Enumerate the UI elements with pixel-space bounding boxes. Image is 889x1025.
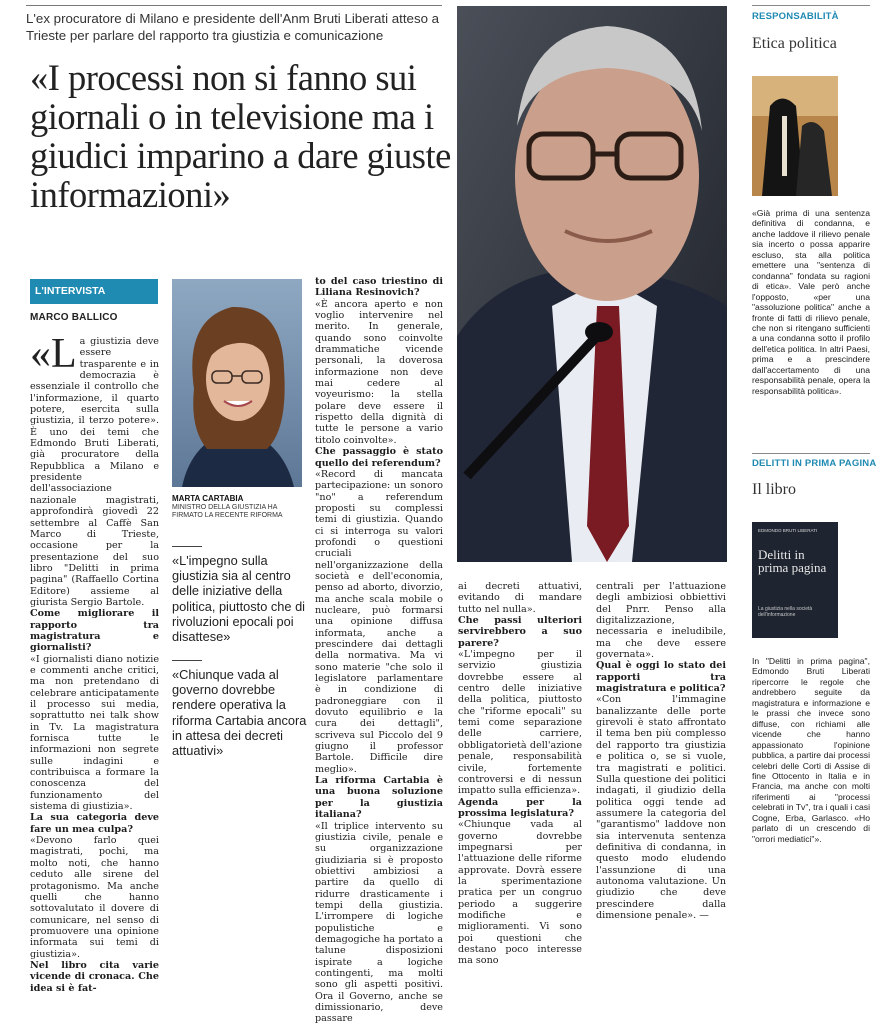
sidebar-text-etica: [752, 208, 870, 396]
question: Agenda per la prossima legislatura?: [458, 796, 582, 819]
article-column-2: [315, 276, 443, 1025]
answer: «È ancora aperto e non voglio intervenire nel merito. In generale, quando sono coinvolte drammatiche vicende personali, la doverosa informazione non deve mai cedere al voyeurismo: la stella polare deve essere il rispetto della dignità di tutte le persone a vario titolo coinvolte».: [315, 298, 443, 446]
pull-quote-dash: [172, 546, 202, 547]
pull-quote-text: «L'impegno sulla giustizia sia al centro delle iniziative della politica, piuttosto che di rivoluzioni epocali poi disattese»: [172, 553, 306, 645]
question: Qual è oggi lo stato dei rapporti tra magistratura e politica?: [596, 660, 726, 695]
answer: centrali per l'attuazione degli ambiziosi obbiettivi del Pnrr. Penso alla digitalizzazione, necessaria e ineludibile, ma che deve essere governata».: [596, 581, 726, 661]
question: Che passi ulteriori servirebbero a suo parere?: [458, 615, 582, 649]
book-cover: [752, 522, 838, 638]
answer: «Record di mancata partecipazione: un sonoro "no" a referendum proposti su complessi temi di giustizia. Quando ci si interroga su valori profondi o questioni cruciali nell'organizzazione della società e dell'economia, penso ad aborto, divorzio, ma anche scala mobile o nucleare, può formarsi una opinione diffusa informata, anche a prescindere dai dettagli della normativa. Ma vi sono materie "che solo il legislatore parlamentare è in condizione di padroneggiare con il dovuto equilibrio e la cura dei dettagli", scriveva sul Piccolo del 9 giugno il professor Bartole. Difficile dire meglio».: [315, 468, 443, 775]
answer: «Il triplice intervento su giustizia civile, penale e su organizzazione giudiziaria si è proposto obiettivi ambiziosi a partire da quello di ridurre drasticamente i tempi della giustizia. L'irrompere di logiche populistiche e demagogiche ha portato a talune disposizioni ispirate a logiche contingenti, ma molti sono gli aspetti positivi. Ora il Governo, anche se dimissionario, deve passare: [315, 820, 443, 1025]
headline: «I processi non si fanno sui giornali o in televisione ma i giudici imparino a dare giuste informazioni»: [30, 57, 451, 215]
drop-cap: «L: [30, 331, 77, 377]
sidebar-tag-responsabilita: RESPONSABILITÀ: [752, 11, 839, 22]
sidebar-text-libro: [752, 656, 870, 844]
sidebar-photo-image: [752, 76, 838, 196]
answer: ai decreti attuativi, evitando di mandare tutto nel nulla».: [458, 581, 582, 615]
sidebar-rule: [752, 5, 870, 6]
answer: «I giornalisti diano notizie e commenti anche critici, ma non pretendano di celebrare anticipatamente il processo sui media, soprattutto nei talk show in Tv. La magistratura fornisca tutte le informazioni non segrete sulle indagini e contribuisca a formare la conoscenza del funzionamento del sistema di giustizia».: [30, 653, 159, 813]
sidebar-paragraph: «Già prima di una sentenza definitiva di condanna, e anche laddove il rilievo penale sia incerto o possa apparire escluso, sta alla politica emettere una "sentenza di condanna" fondata su ragioni di etica». Vale però anche l'opposto, «per una "assoluzione politica" anche a fronte di fatti di rilievo penale, che non si ritengano sufficienti a una condanna sotto il profilo dell'etica politica. In altri Paesi, prima e a prescindere dall'accertamento di una responsabilità penale, opera la responsabilità politica».: [752, 208, 870, 396]
caption-name: MARTA CARTABIA: [172, 494, 244, 503]
sidebar-tag-delitti: DELITTI IN PRIMA PAGINA: [752, 458, 877, 469]
answer: «L'impegno per il servizio giustizia dovrebbe essere al centro delle iniziative della politica, piuttosto che "riforme epocali" su temi come separazione delle carriere, obbligatorietà dell'azione penale, responsabilità civile, fortemente controversi e di nessun impatto sulla efficienza».: [458, 649, 582, 797]
question: to del caso triestino di Liliana Resinovich?: [315, 276, 443, 299]
portrait-marta-cartabia: [172, 279, 302, 487]
question: Nel libro cita varie vicende di cronaca. Che idea si è fat-: [30, 959, 159, 994]
pull-quote-text: «Chiunque vada al governo dovrebbe rendere operativa la riforma Cartabia ancora in attesa dei decreti attuativi»: [172, 667, 307, 759]
article-column-3: [458, 581, 582, 967]
byline: MARCO BALLICO: [30, 312, 118, 323]
section-tag: L'INTERVISTA: [30, 279, 158, 304]
sidebar-title-libro: Il libro: [752, 481, 796, 498]
sidebar-paragraph: In "Delitti in prima pagina", Edmondo Bruti Liberati ripercorre le regole che andrebbero seguite da magistratura e informazione e le prassi che invece sono diffuse, con richiami alle vicende che hanno appassionato l'opinione pubblica, a partire dai processi celebri delle Corti di Assise di fine Ottocento in Italia e in Francia, ma anche con molti riferimenti ai "processi celebrati in Tv", tra i quali i casi Cogne, Erba, Garlasco. «Ho parlato di un crescendo di "orrori mediatici"».: [752, 656, 871, 844]
sidebar-title-etica: Etica politica: [752, 35, 837, 52]
kicker: L'ex procuratore di Milano e presidente dell'Anm Bruti Liberati atteso a Trieste per parlare del rapporto tra giustizia e comunicazione: [26, 11, 440, 43]
question: La riforma Cartabia è una buona soluzione per la giustizia italiana?: [315, 775, 443, 821]
answer: «Con l'immagine banalizzante delle porte girevoli è stato affrontato il tema ben più complesso del rapporto tra giustizia e politica o, se si vuole, tra magistrati e politici. Sulla questione dei politici indagati, il giudizio della politica oggi tende ad assumere la categoria del "garantismo" laddove non sia intervenuta sentenza definitiva di condanna, in questo modo eludendo l'assunzione di una autonoma valutazione. Un giudizio che deve prescindere dalla dimensione penale». —: [596, 694, 726, 921]
answer: «Devono farlo quei magistrati, pochi, ma molto noti, che hanno ceduto alle sirene del protagonismo. Ma anche quelli che hanno sottovalutato il dovere di comunicare, nel senso di promuovere una opinione informata sui temi di giustizia».: [30, 835, 159, 960]
portrait-image: [172, 279, 302, 487]
book-author: EDMONDO BRUTI LIBERATI: [758, 528, 818, 533]
pull-quote-2: [172, 660, 307, 758]
article-column-4: [596, 581, 726, 921]
pull-quote-dash: [172, 660, 202, 661]
book-subtitle: La giustizia nella società dell'informazione: [758, 606, 813, 618]
sidebar-photo: [752, 76, 838, 196]
question: Come migliorare il rapporto tra magistratura e giornalisti?: [30, 608, 159, 654]
article-column-1: [30, 331, 159, 994]
answer: «Chiunque vada al governo dovrebbe impegnarsi per l'attuazione delle riforme approvate. Dovrà essere la sperimentazione pratica per un congruo periodo a suggerire modifiche e miglioramenti. Vi sono poi questioni che destano poco interesse ma sono: [458, 819, 582, 967]
portrait-bruti-liberati: [457, 6, 727, 562]
photo-caption: [172, 495, 307, 521]
question: La sua categoria deve fare un mea culpa?: [30, 812, 159, 835]
question: Che passaggio è stato quello dei referendum?: [315, 446, 443, 469]
top-rule: [26, 5, 442, 6]
pull-quote-1: [172, 546, 307, 644]
caption-text: MINISTRO DELLA GIUSTIZIA HA FIRMATO LA RECENTE RIFORMA: [172, 503, 283, 519]
sidebar-rule: [752, 453, 870, 454]
book-title: Delitti in prima pagina: [758, 547, 827, 575]
main-photo-image: [457, 6, 727, 562]
lead-paragraph: a giustizia deve essere trasparente e in democrazia è essenziale il controllo che l'informazione, il quarto potere, esercita sulla giustizia, il terzo potere». È uno dei temi che Edmondo Bruti Liberati, già procuratore della Repubblica a Milano e presidente dell'associazione nazionale magistrati, approfondirà giovedì 22 settembre al Caffè San Marco di Trieste, occasione per la presentazione del suo libro "Delitti in prima pagina" (Raffaello Cortina Editore) assieme al giurista Sergio Bartole.: [30, 336, 159, 608]
